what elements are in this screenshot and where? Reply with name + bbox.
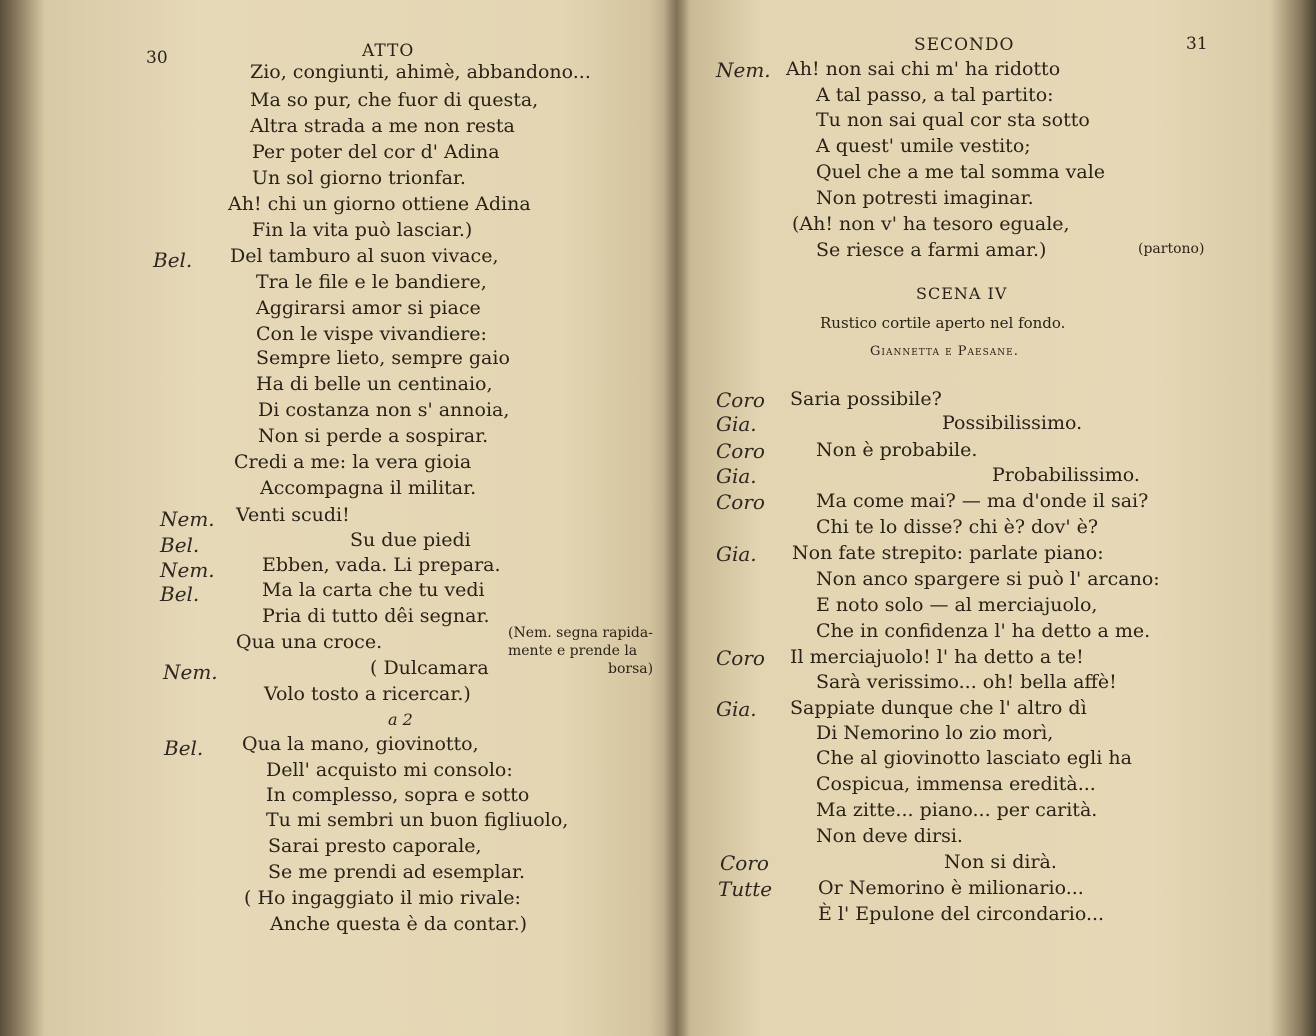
verse-line: Non anco spargere si può l' arcano: bbox=[816, 568, 1160, 590]
speaker-label: Bel. bbox=[164, 736, 204, 760]
verse-line: Accompagna il militar. bbox=[260, 477, 477, 499]
verse-line: Non fate strepito: parlate piano: bbox=[792, 542, 1104, 564]
verse-line: Tu non sai qual cor sta sotto bbox=[816, 109, 1090, 131]
speaker-label: Coro bbox=[716, 490, 765, 514]
verse-line: Volo tosto a ricercar.) bbox=[264, 683, 471, 705]
verse-line: Saria possibile? bbox=[790, 388, 942, 410]
scene-title: SCENA IV bbox=[916, 284, 1008, 303]
verse-line: Che al giovinotto lasciato egli ha bbox=[816, 747, 1132, 769]
speaker-label: Bel. bbox=[160, 533, 200, 557]
verse-line: Possibilissimo. bbox=[942, 412, 1083, 434]
verse-line: Sarà verissimo... oh! bella affè! bbox=[816, 671, 1117, 693]
speaker-label: Coro bbox=[716, 646, 765, 670]
verse-line: Non si dirà. bbox=[944, 851, 1057, 873]
verse-line: Non è probabile. bbox=[816, 439, 978, 461]
verse-line: Dell' acquisto mi consolo: bbox=[266, 759, 513, 781]
speaker-label: Nem. bbox=[716, 58, 771, 82]
verse-line: Probabilissimo. bbox=[992, 464, 1140, 486]
verse-line: Pria di tutto dêi segnar. bbox=[262, 605, 490, 627]
speaker-label: Nem. bbox=[160, 507, 215, 531]
scene-characters: Giannetta e Paesane. bbox=[870, 344, 1019, 359]
page-number: 30 bbox=[146, 48, 168, 68]
verse-line: Sempre lieto, sempre gaio bbox=[256, 347, 510, 369]
speaker-label: Bel. bbox=[160, 582, 200, 606]
ensemble-marker: a 2 bbox=[388, 710, 413, 729]
verse-line: Ah! chi un giorno ottiene Adina bbox=[228, 193, 531, 215]
verse-line: Su due piedi bbox=[350, 529, 471, 551]
speaker-label: Tutte bbox=[718, 877, 773, 901]
verse-line: Tra le file e le bandiere, bbox=[256, 271, 487, 293]
verse-line: Ma zitte... piano... per carità. bbox=[816, 799, 1098, 821]
verse-line: A quest' umile vestito; bbox=[816, 135, 1031, 157]
page-number: 31 bbox=[1186, 34, 1208, 54]
verse-line: ( Dulcamara bbox=[370, 657, 489, 679]
verse-line: Ah! non sai chi m' ha ridotto bbox=[786, 58, 1061, 80]
verse-line: Non potresti imaginar. bbox=[816, 187, 1034, 209]
speaker-label: Bel. bbox=[153, 248, 193, 272]
verse-line: Ebben, vada. Li prepara. bbox=[262, 554, 501, 576]
verse-line: A tal passo, a tal partito: bbox=[816, 84, 1054, 106]
verse-line: Ha di belle un centinaio, bbox=[256, 373, 493, 395]
verse-line: Tu mi sembri un buon figliuolo, bbox=[266, 809, 569, 831]
stage-direction: mente e prende la bbox=[508, 643, 638, 659]
speaker-label: Coro bbox=[720, 851, 769, 875]
speaker-label: Gia. bbox=[716, 464, 757, 488]
verse-line: Cospicua, immensa eredità... bbox=[816, 773, 1096, 795]
speaker-label: Nem. bbox=[163, 660, 218, 684]
verse-line: ( Ho ingaggiato il mio rivale: bbox=[244, 887, 521, 909]
verse-line: Il merciajuolo! l' ha detto a te! bbox=[790, 646, 1084, 668]
verse-line: È l' Epulone del circondario... bbox=[818, 903, 1105, 925]
speaker-label: Nem. bbox=[160, 558, 215, 582]
speaker-label: Coro bbox=[716, 388, 765, 412]
verse-line: Del tamburo al suon vivace, bbox=[230, 245, 499, 267]
verse-line: Fin la vita può lasciar.) bbox=[252, 219, 473, 241]
verse-line: Di Nemorino lo zio morì, bbox=[816, 722, 1054, 744]
verse-line: Altra strada a me non resta bbox=[250, 115, 515, 137]
verse-line: In complesso, sopra e sotto bbox=[266, 784, 530, 806]
speaker-label: Coro bbox=[716, 439, 765, 463]
speaker-label: Gia. bbox=[716, 542, 757, 566]
verse-line: Ma so pur, che fuor di questa, bbox=[250, 89, 539, 111]
verse-line: Zio, congiunti, ahimè, abbandono... bbox=[250, 61, 591, 83]
verse-line: Se me prendi ad esemplar. bbox=[268, 861, 525, 883]
speaker-label: Gia. bbox=[716, 697, 757, 721]
verse-line: Or Nemorino è milionario... bbox=[818, 877, 1084, 899]
running-head: SECONDO bbox=[914, 35, 1015, 55]
stage-direction: (Nem. segna rapida- bbox=[508, 625, 653, 641]
verse-line: Un sol giorno trionfar. bbox=[252, 167, 466, 189]
verse-line: Quel che a me tal somma vale bbox=[816, 161, 1106, 183]
verse-line: E noto solo — al merciajuolo, bbox=[816, 594, 1098, 616]
verse-line: Non deve dirsi. bbox=[816, 825, 963, 847]
verse-line: Credi a me: la vera gioia bbox=[234, 451, 472, 473]
verse-line: Con le vispe vivandiere: bbox=[256, 323, 487, 345]
stage-direction: (partono) bbox=[1138, 241, 1205, 257]
verse-line: Non si perde a sospirar. bbox=[258, 425, 489, 447]
verse-line: Qua la mano, giovinotto, bbox=[242, 733, 479, 755]
verse-line: Per poter del cor d' Adina bbox=[252, 141, 500, 163]
verse-line: (Ah! non v' ha tesoro eguale, bbox=[792, 213, 1070, 235]
scene-setting: Rustico cortile aperto nel fondo. bbox=[820, 314, 1066, 332]
verse-line: Qua una croce. bbox=[236, 631, 383, 653]
verse-line: Se riesce a farmi amar.) bbox=[816, 239, 1047, 261]
verse-line: Che in confidenza l' ha detto a me. bbox=[816, 620, 1151, 642]
verse-line: Venti scudi! bbox=[236, 504, 350, 526]
verse-line: Sappiate dunque che l' altro dì bbox=[790, 697, 1087, 719]
right-page bbox=[684, 0, 1316, 1036]
speaker-label: Gia. bbox=[716, 412, 757, 436]
verse-line: Aggirarsi amor si piace bbox=[256, 297, 481, 319]
verse-line: Ma la carta che tu vedi bbox=[262, 579, 485, 601]
verse-line: Sarai presto caporale, bbox=[268, 835, 482, 857]
verse-line: Chi te lo disse? chi è? dov' è? bbox=[816, 516, 1099, 538]
running-head: ATTO bbox=[362, 41, 415, 61]
verse-line: Ma come mai? — ma d'onde il sai? bbox=[816, 490, 1149, 512]
verse-line: Anche questa è da contar.) bbox=[270, 913, 528, 935]
verse-line: Di costanza non s' annoia, bbox=[258, 399, 510, 421]
stage-direction: borsa) bbox=[608, 661, 654, 677]
